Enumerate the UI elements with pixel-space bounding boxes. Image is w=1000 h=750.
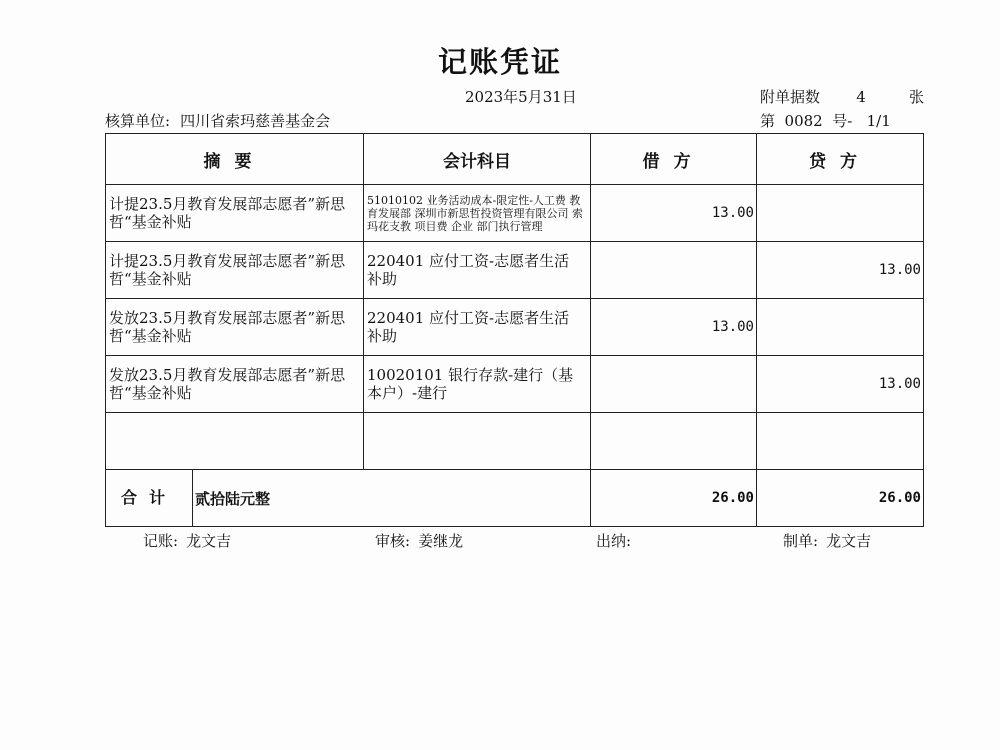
attachment-unit: 张 bbox=[908, 88, 924, 106]
row-summary: 计提23.5月教育发展部志愿者”新思哲“基金补贴 bbox=[106, 185, 364, 242]
bookkeeper-label: 记账: bbox=[143, 532, 179, 550]
total-label: 合计 bbox=[106, 470, 193, 526]
accounting-unit-label: 核算单位: bbox=[105, 112, 171, 130]
table-row bbox=[106, 299, 924, 356]
row-credit bbox=[757, 185, 924, 242]
total-credit: 26.00 bbox=[757, 470, 924, 527]
row-account: 220401 应付工资-志愿者生活补助 bbox=[364, 242, 591, 299]
attachment-count bbox=[760, 86, 924, 107]
header-debit: 借方 bbox=[591, 134, 757, 185]
preparer-signature bbox=[783, 530, 871, 551]
accounting-unit bbox=[105, 110, 330, 131]
row-summary: 发放23.5月教育发展部志愿者”新思哲“基金补贴 bbox=[106, 299, 364, 356]
row-account: 220401 应付工资-志愿者生活补助 bbox=[364, 299, 591, 356]
row-account: 51010102 业务活动成本-限定性-人工费 教育发展部 深圳市新思哲投资管理有限公司 索玛花支教 项目费 企业 部门执行管理 bbox=[364, 185, 591, 242]
voucher-number: 第 0082 号- 1/1 bbox=[760, 112, 891, 130]
total-amount-words: 贰拾陆元整 bbox=[195, 489, 271, 508]
row-summary: 计提23.5月教育发展部志愿者”新思哲“基金补贴 bbox=[106, 242, 364, 299]
voucher-date: 2023年5月31日 bbox=[465, 88, 577, 106]
bookkeeper-signature bbox=[143, 530, 231, 551]
voucher-title: 记账凭证 bbox=[437, 45, 562, 79]
table-row-empty bbox=[106, 413, 924, 470]
row-debit bbox=[591, 242, 757, 299]
preparer-name: 龙文吉 bbox=[826, 532, 872, 550]
row-debit: 13.00 bbox=[591, 185, 757, 242]
attachment-number: 4 bbox=[856, 88, 866, 106]
table-row bbox=[106, 185, 924, 242]
bookkeeper-name: 龙文吉 bbox=[186, 532, 232, 550]
row-summary: 发放23.5月教育发展部志愿者”新思哲“基金补贴 bbox=[106, 356, 364, 413]
reviewer-label: 审核: bbox=[375, 532, 411, 550]
row-credit bbox=[757, 299, 924, 356]
row-credit bbox=[757, 413, 924, 470]
total-debit: 26.00 bbox=[591, 470, 757, 527]
accounting-unit-name: 四川省索玛慈善基金会 bbox=[180, 112, 331, 130]
voucher-table bbox=[105, 133, 924, 527]
table-row bbox=[106, 242, 924, 299]
row-debit bbox=[591, 413, 757, 470]
total-row bbox=[106, 470, 924, 527]
row-debit bbox=[591, 356, 757, 413]
reviewer-name: 姜继龙 bbox=[418, 532, 464, 550]
preparer-label: 制单: bbox=[783, 532, 819, 550]
row-credit: 13.00 bbox=[757, 242, 924, 299]
row-summary bbox=[106, 413, 364, 470]
attachment-label: 附单据数 bbox=[760, 88, 821, 106]
reviewer-signature bbox=[375, 530, 463, 551]
header-credit: 贷方 bbox=[757, 134, 924, 185]
table-row bbox=[106, 356, 924, 413]
total-cell bbox=[106, 470, 591, 527]
header-summary: 摘要 bbox=[106, 134, 364, 185]
row-account: 10020101 银行存款-建行（基本户）-建行 bbox=[364, 356, 591, 413]
cashier-signature bbox=[596, 530, 639, 551]
row-debit: 13.00 bbox=[591, 299, 757, 356]
row-account bbox=[364, 413, 591, 470]
row-credit: 13.00 bbox=[757, 356, 924, 413]
header-account: 会计科目 bbox=[364, 134, 591, 185]
cashier-label: 出纳: bbox=[596, 532, 632, 550]
